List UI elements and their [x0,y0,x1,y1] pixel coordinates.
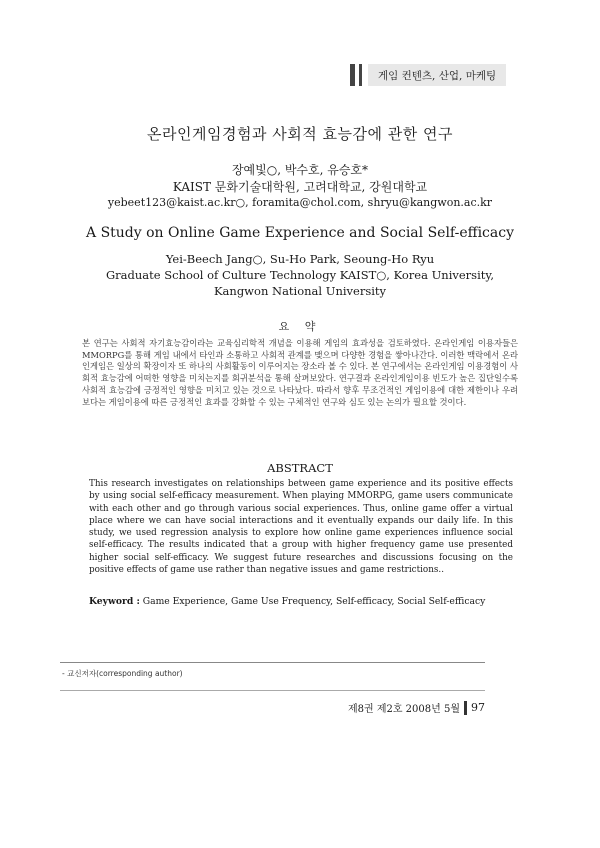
keywords-text: Game Experience, Game Use Frequency, Self-efficacy, Social Self-efficacy [142,596,486,607]
english-abstract-heading: ABSTRACT [267,461,333,475]
section-tag-bar [350,64,355,86]
authors-english: Yei-Beech Jang○, Su-Ho Park, Seoung-Ho Ryu [165,252,435,266]
korean-abstract-heading: 요 약 [278,320,322,333]
keywords-line [89,596,485,607]
paper-title-korean: 온라인게임경험과 사회적 효능감에 관한 연구 [147,125,453,143]
page-footer [348,700,485,715]
korean-abstract-body: 본 연구는 사회적 자기효능감이라는 교육심리학적 개념을 이용해 게임의 효과성을 검토하였다. 온라인게임 이용자들은 MMORPG를 통해 게임 내에서 타인과 소통하고 사회적 관계를 맺으며 다양한 경험을 쌓아나간다. 이러한 맥락에서 온라인게임은 일상의 확장이자 또 하나의 사회활동이 이루어지는 장소라 볼 수 있다. 본 연구에서는 온라인게임 이용경험이 사회적 효능감에 어떠한 영향을 미치는지를 회귀분석을 통해 살펴보았다. 연구결과 온라인게임이용 빈도가 높은 집단일수록 사회적 효능감에 긍정적인 영향을 미치고 있는 것으로 나타났다. 따라서 향후 무조건적인 게임이용에 대한 제한이나 우려보다는 게임이용에 따른 긍정적인 효과를 강화할 수 있는 구체적인 연구와 심도 있는 논의가 필요할 것이다. [82,338,518,407]
affiliation-korean: KAIST 문화기술대학원, 고려대학교, 강원대학교 [172,180,428,194]
section-tag-bar-thin [359,64,362,86]
volume-info: 제8권 제2호 2008년 5월 [347,704,460,715]
section-tag [350,63,506,87]
affiliation-english-line-2: Kangwon National University [213,284,387,298]
authors-korean: 장예빛○, 박수호, 유승호* [231,163,369,177]
page-number: 97 [471,701,485,714]
english-abstract-body: This research investigates on relationships between game experience and its positive effects by using social self-efficacy measurement. When playing MMORPG, game users communicate with each other and go through various social experiences. Thus, online game offer a virtual place where we can have social interactions and it eventually expands our daily life. In this study, we used regression analysis to explore how online game experiences influence social self-efficacy. The results indicated that a group with higher frequency game use presented higher social self-efficacy. We suggest future researches and discussions focusing on the positive effects of game use rather than negative issues and game restrictions.. [89,479,513,576]
footer-rule [60,690,485,691]
footnote-rule [60,662,485,663]
paper-title-english: A Study on Online Game Experience and Social Self-efficacy [86,225,514,241]
footnote: - 교신저자(corresponding author) [62,669,183,678]
section-label: 게임 컨텐츠, 산업, 마케팅 [368,64,506,86]
author-emails: yebeet123@kaist.ac.kr○, foramita@chol.com, shryu@kangwon.ac.kr [107,196,493,209]
affiliation-english-line-1: Graduate School of Culture Technology KAIST○, Korea University, [105,268,495,282]
keywords-label: Keyword : [89,596,140,607]
footer-separator [464,701,467,715]
